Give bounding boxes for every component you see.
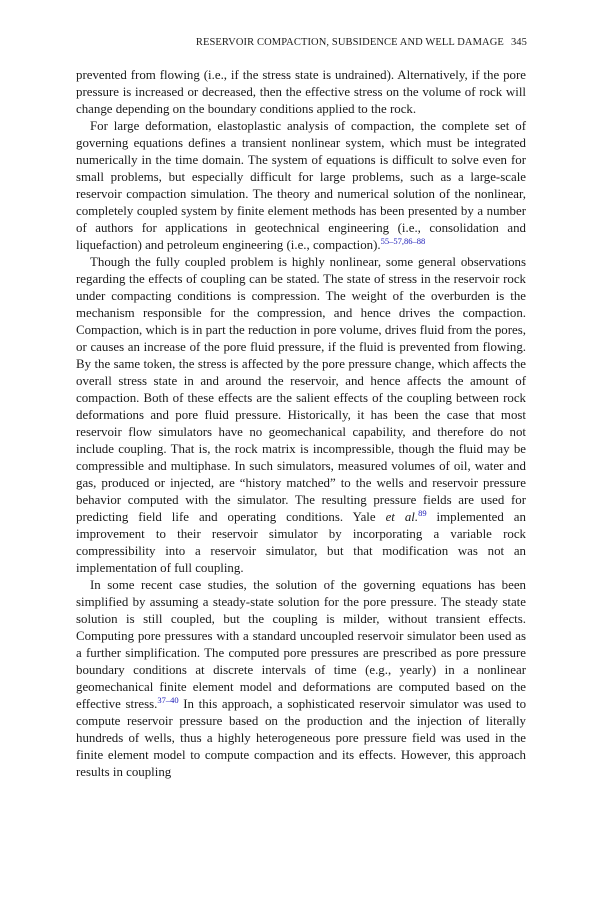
body-text [76,67,526,781]
running-title: RESERVOIR COMPACTION, SUBSIDENCE AND WELL DAMAGE [195,37,504,48]
paragraph-text: In this approach, a sophisticated reservoir simulator was used to compute reservoir pressure based on the production and the injection of literally hundreds of wells, thus a highly heterogeneous pore pressure field was used in the finite element model to compute compaction and its effects. However, this approach results in coupling [76,697,527,779]
paragraph-3 [76,254,526,577]
running-header [196,37,527,48]
citation-reference[interactable]: 55–57,86–88 [380,236,426,246]
paragraph-text: In some recent case studies, the solution of the governing equations has been simplified by assuming a steady-state solution for the pore pressure. The steady state solution is still coupled, but the coupling is milder, without transient effects. Computing pore pressures with a standard uncoupled reservoir simulator been used as a further simplification. The computed pore pressures are prescribed as pore pressure boundary conditions at discrete intervals of time (e.g., yearly) in a nonlinear geomechanical finite element model and deformations are computed based on the effective stress. [76,578,526,711]
citation-reference[interactable]: 89 [418,508,427,518]
paragraph-text: implemented an improvement to their reservoir simulator by incorporating a variable rock compressibility into a reservoir simulator, but that modification was not an implementation of full coupling. [76,510,526,575]
citation-reference[interactable]: 37–40 [157,695,179,705]
paragraph-text: Though the fully coupled problem is highly nonlinear, some general observations regarding the effects of coupling can be stated. The state of stress in the reservoir rock under compacting conditions is compression. The weight of the overburden is the mechanism responsible for the compression, and hence drives the compaction. Compaction, which is in part the reduction in pore volume, drives fluid from the pores, or causes an increase of the pore fluid pressure, if the fluid is prevented from flowing. By the same token, the stress is affected by the pore pressure change, which affects the overall stress state in and around the reservoir, and hence affects the amount of compaction. Both of these effects are the salient effects of the coupling between rock deformations and pore fluid pressure. Historically, it has been the case that most reservoir flow simulators have no geomechanical capability, and therefore do not include coupling. That is, the rock matrix is incompressible, though the fluid may be compressible and multiphase. In such simulators, measured volumes of oil, water and gas, produced or injected, are “history matched” to the wells and reservoir pressure behavior computed with the simulator. The resulting pressure fields are used for predicting field life and operating conditions. Yale [76,255,526,524]
paragraph-text: prevented from flowing (i.e., if the stress state is undrained). Alternatively, if the pore pressure is increased or decreased, then the effective stress on the volume of rock will change depending on the boundary conditions applied to the rock. [76,68,526,116]
paragraph-1 [76,67,526,118]
page-number: 345 [510,37,527,48]
paragraph-2 [76,118,526,254]
paragraph-4 [76,577,526,781]
et-al-text: et al. [385,510,419,524]
paragraph-text: For large deformation, elastoplastic analysis of compaction, the complete set of governing equations defines a transient nonlinear system, which must be integrated numerically in the time domain. The system of equations is difficult to solve even for small problems, but especially difficult for large problems, such as a large-scale reservoir compaction simulation. The theory and numerical solution of the nonlinear, completely coupled system by finite element methods has been presented by a number of authors for applications in geotechnical engineering (i.e., consolidation and liquefaction) and petroleum engineering (i.e., compaction). [76,119,526,252]
